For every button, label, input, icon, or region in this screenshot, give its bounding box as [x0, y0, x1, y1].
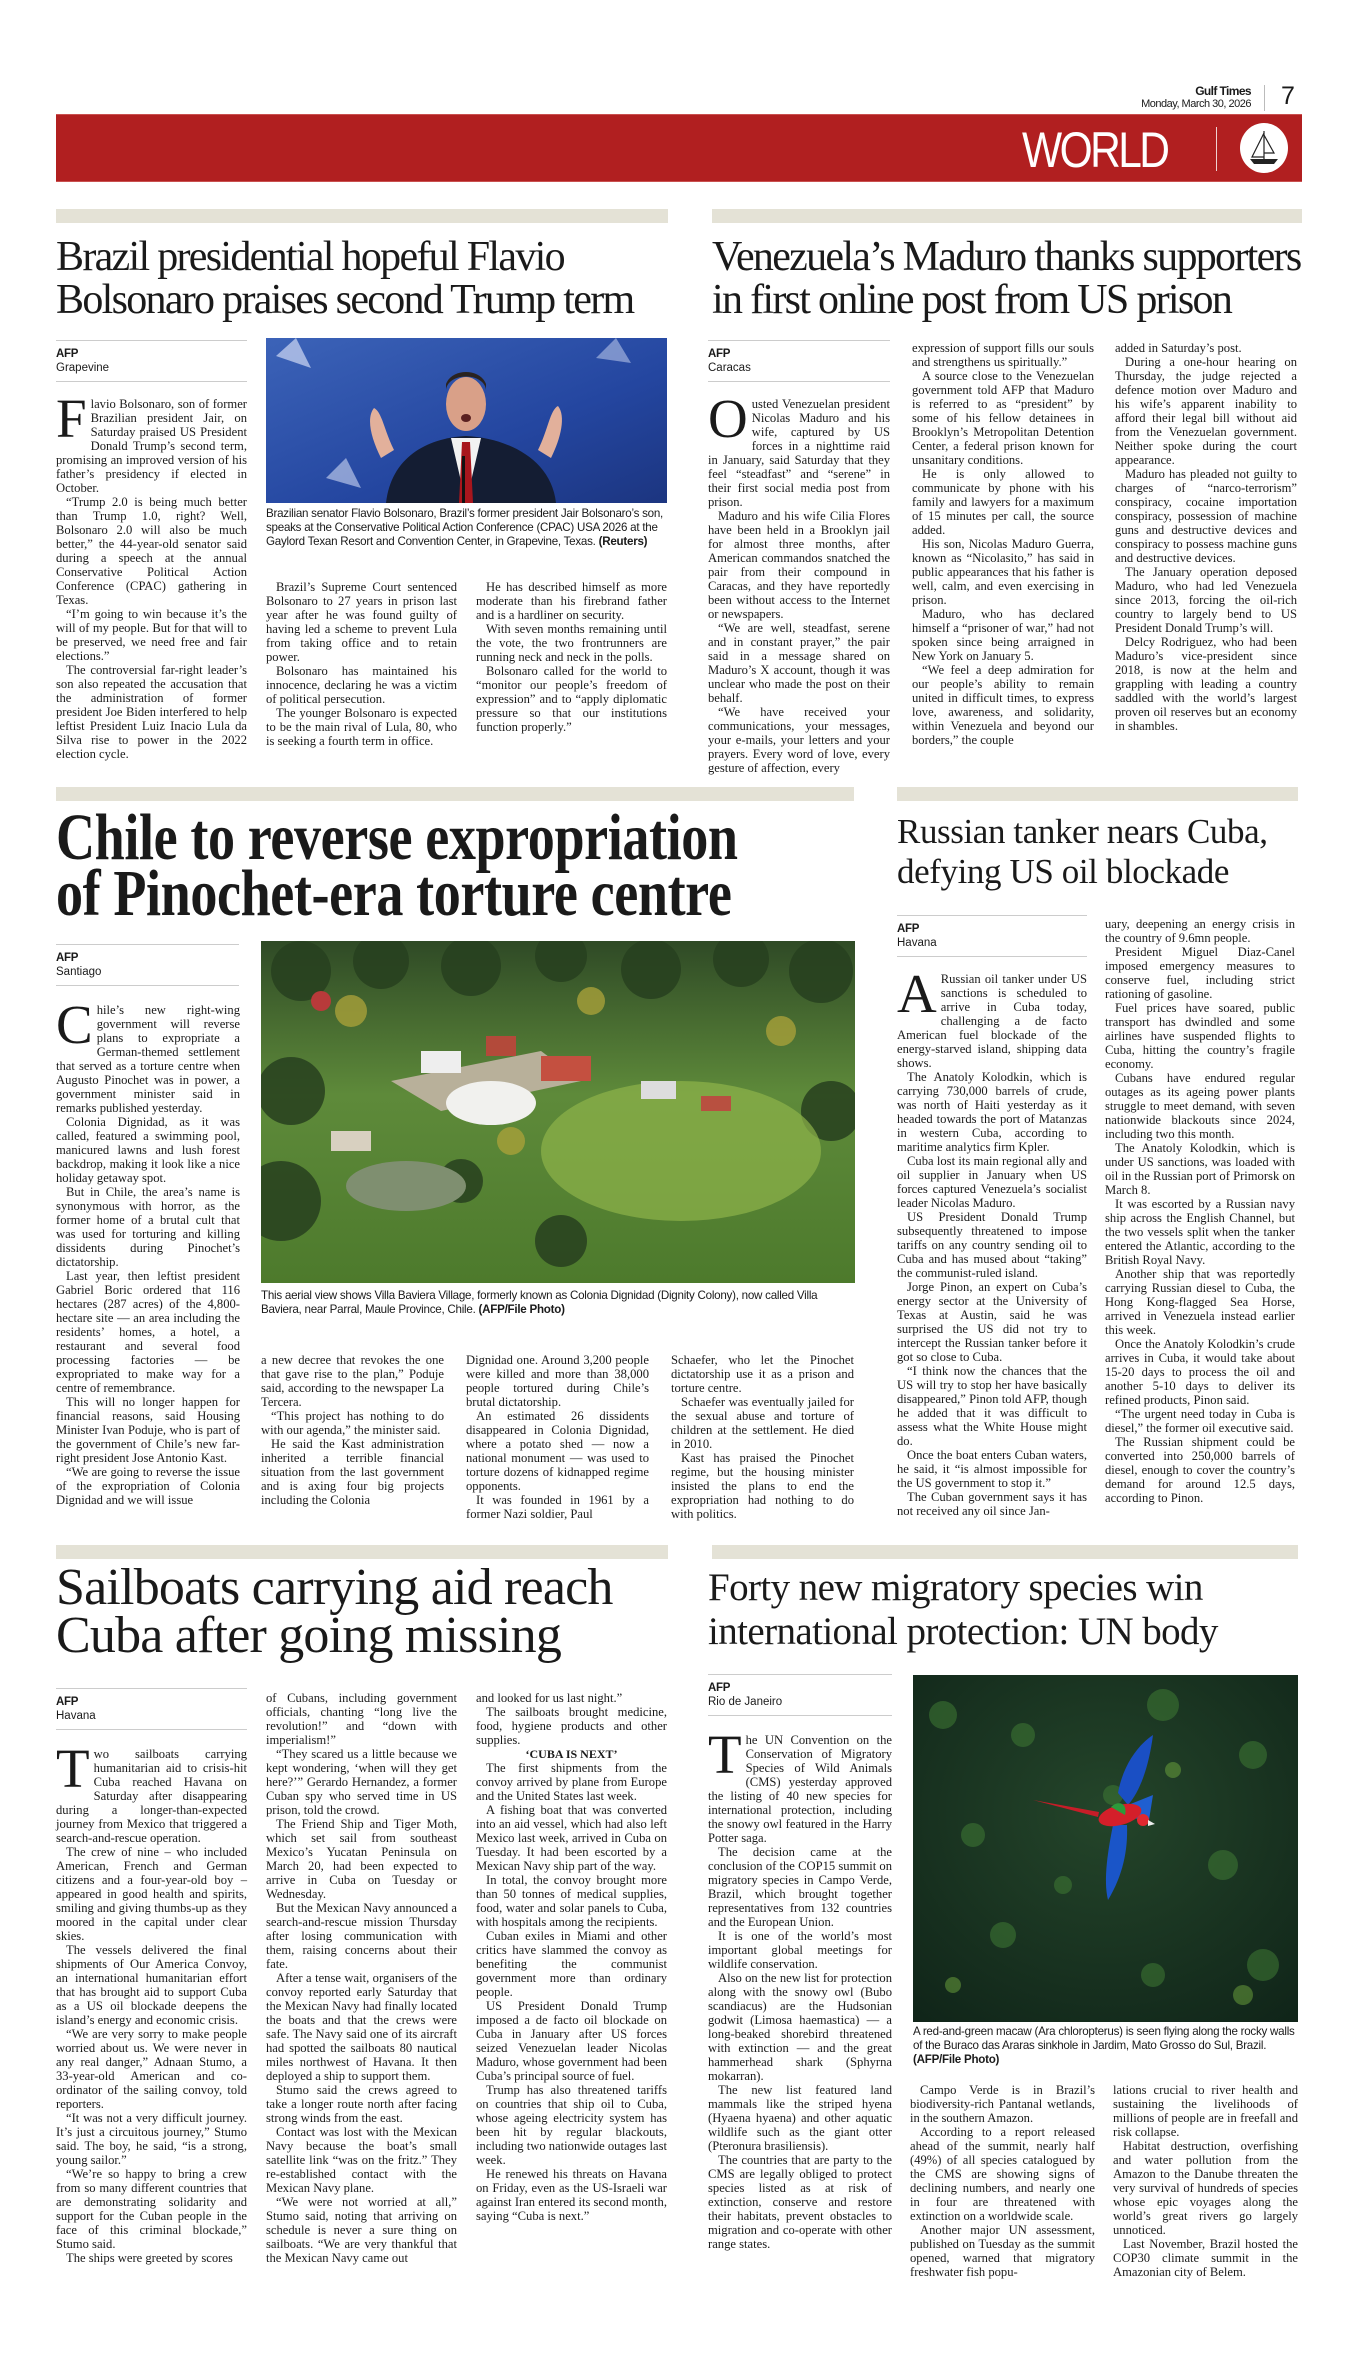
dateline: Santiago [56, 966, 102, 978]
paragraph-text: He said the Kast administration inherited a terrible financial situation from the last government and is axing four big projects including the Colonia [261, 1437, 444, 1507]
paragraph-text: With seven months remaining until the vote, the two frontrunners are running neck and neck in the polls. [476, 622, 667, 664]
paragraph [266, 1901, 457, 1971]
paragraph [897, 1364, 1087, 1448]
paragraph-text: Bolsonaro has maintained his innocence, declaring he was a victim of political persecution. [266, 664, 457, 706]
paragraph [708, 1724, 892, 1845]
agency: AFP [56, 1696, 79, 1708]
drop-cap: T [56, 1738, 90, 1799]
issue-date: Monday, March 30, 2026 [1141, 98, 1251, 110]
dhow-ship-icon [1240, 123, 1288, 173]
paragraph-text: This will no longer happen for financial reasons, said Housing Minister Ivan Poduje, who is part of the government of Chile’s new far-right president Jose Antonio Kast. [56, 1395, 240, 1465]
drop-cap: O [708, 388, 748, 449]
paragraph [56, 495, 247, 607]
paragraph-text: The sailboats brought medicine, food, hygiene products and other supplies. [476, 1705, 667, 1747]
paragraph-text: The decision came at the conclusion of the COP15 summit on migratory species in Campo Verde, Brazil, which brought together representatives from 132 countries and the European Union. [708, 1845, 892, 1929]
paragraph [476, 2167, 667, 2223]
paragraph [266, 2125, 457, 2195]
paragraph-text: Brazil’s Supreme Court sentenced Bolsonaro to 27 years in prison last year after he was found guilty of having led a scheme to prevent Lula from taking office and to retain power. [266, 580, 457, 664]
headline-line: of Pinochet-era torture centre [56, 857, 732, 930]
paragraph-text: It was founded in 1961 by a former Nazi soldier, Paul [466, 1493, 649, 1521]
paragraph [1105, 1407, 1295, 1435]
byline [897, 915, 1087, 957]
paragraph-text: The January operation deposed Maduro, who had led Venezuela since 2013, forcing the oil-rich country to largely bend to US President Donald Trump’s will. [1115, 565, 1297, 635]
paragraph [261, 1437, 444, 1507]
paragraph [912, 663, 1094, 747]
paragraph-text: Bolsonaro called for the world to “monitor our people’s freedom of expression” and to “apply diplomatic pressure so that our institutions function properly.” [476, 664, 667, 734]
paragraph [897, 1070, 1087, 1154]
paragraph [56, 1845, 247, 1943]
dateline: Caracas [708, 362, 751, 374]
paragraph-text: Russian oil tanker under US sanctions is scheduled to arrive in Cuba today, challenging a de facto American fuel blockade of the energy-starved island, shipping data shows. [897, 972, 1087, 1070]
paragraph-text: But in Chile, the area’s name is synonymous with horror, as the former home of a brutal cult that was used for torturing and killing dissidents during Pinochet’s dictatorship. [56, 1185, 240, 1269]
paragraph [708, 509, 890, 621]
paragraph [897, 1154, 1087, 1210]
paragraph-text: lations crucial to river health and sustaining the livelihoods of millions of people are in freefall and risk collapse. [1113, 2083, 1298, 2139]
paragraph-text: Schaefer, who let the Pinochet dictatorship use it as a prison and torture centre. [671, 1353, 854, 1395]
paragraph [708, 388, 890, 509]
paragraph-text: Colonia Dignidad, as it was called, featured a swimming pool, manicured lawns and lush forest backdrop, making it look like a nice holiday getaway spot. [56, 1115, 240, 1185]
paragraph [912, 369, 1094, 467]
paragraph [1105, 1337, 1295, 1407]
paragraph [1105, 1435, 1295, 1505]
paragraph [671, 1395, 854, 1451]
paragraph-text: The Russian shipment could be converted into 250,000 barrels of diesel, enough to cover the country’s demand for around 12.5 days, according to Pinon. [1105, 1435, 1295, 1505]
paragraph [266, 1747, 457, 1817]
photo-flavio-bolsonaro [266, 338, 667, 503]
caption-text: A red-and-green macaw (Ara chloropterus) is seen flying along the rocky walls of the Buraco das Araras sinkhole in Jardim, Mato Grosso do Sul, Brazil. [913, 2025, 1295, 2052]
paragraph-text: But the Mexican Navy announced a search-and-rescue mission Thursday after losing communication with them, raising concerns about their fate. [266, 1901, 457, 1971]
photo-credit: (AFP/File Photo) [478, 1303, 565, 1316]
paragraph [56, 607, 247, 663]
paragraph-text: He renewed his threats on Havana on Friday, even as the US-Israeli war against Iran entered its second month, saying “Cuba is next.” [476, 2167, 667, 2223]
paragraph-text: added in Saturday’s post. [1115, 341, 1242, 355]
paragraph [476, 1873, 667, 1929]
paragraph-text: a new decree that revokes the one that gave rise to the plan,” Poduje said, according to the newspaper La Tercera. [261, 1353, 444, 1409]
article-column [1115, 341, 1297, 733]
section-banner [56, 114, 1302, 182]
article-column [708, 1724, 892, 2251]
paragraph-text: hile’s new right-wing government will reverse plans to expropriate a German-themed settlement that served as a torture centre when Augusto Pinochet was in power, a government minister said in remarks published yesterday. [56, 1003, 240, 1115]
article-column [266, 1691, 457, 2265]
article-column [56, 388, 247, 761]
paragraph-text: Also on the new list for protection along with the snowy owl (Bubo scandiacus) are the Hudsonian godwit (Limosa haemastica) — a long-beaked shorebird threatened with extinction — and the great hammerhead shark (Sphyrna mokarran). [708, 1971, 892, 2083]
photo-macaw [913, 1675, 1298, 2022]
headline-line: Russian tanker nears Cuba, [897, 812, 1268, 851]
paragraph [910, 2125, 1095, 2223]
paragraph [466, 1493, 649, 1521]
paragraph [261, 1409, 444, 1437]
article-column [910, 2083, 1095, 2279]
headline-line: Forty new migratory species win [708, 1566, 1203, 1609]
article-column [476, 580, 667, 734]
paragraph-text: The first shipments from the convoy arrived by plane from Europe and the United States last week. [476, 1761, 667, 1803]
section-rule [56, 1545, 668, 1559]
paragraph-text: ‘CUBA IS NEXT’ [525, 1747, 618, 1761]
paragraph-text: It was escorted by a Russian navy ship across the English Channel, but the two vessels split when the tanker entered the Atlantic, according to the British Royal Navy. [1105, 1197, 1295, 1267]
paragraph-text: Jorge Pinon, an expert on Cuba’s energy sector at the University of Texas at Austin, said he was surprised the US did not try to intercept the Russian tanker before it got so close to Cuba. [897, 1280, 1087, 1364]
section-title: WORLD [1022, 122, 1168, 178]
paragraph [1105, 1267, 1295, 1337]
drop-cap: C [56, 994, 93, 1055]
dateline: Havana [56, 1710, 96, 1722]
paragraph-text: The crew of nine – who included American, French and German citizens and a four-year-old boy – appeared in good health and spirits, smiling and giving thumbs-up as they moored in the capital under clear skies. [56, 1845, 247, 1943]
paragraph-text: Delcy Rodriguez, who had been Maduro’s vice-president since 2018, is now at the helm and grappling with leading a country saddled with the world’s largest proven oil reserves but an economy in shambles. [1115, 635, 1297, 733]
paragraph-text: “We feel a deep admiration for our people’s ability to remain united in difficult times, to express love, awareness, and solidarity, within Venezuela and beyond our borders,” the couple [912, 663, 1094, 747]
paragraph-text: “This project has nothing to do with our agenda,” the minister said. [261, 1409, 444, 1437]
paragraph-text: “I’m going to win because it’s the will of my people. But for that will to be preserved, we need free and fair elections.” [56, 607, 247, 663]
paragraph-text: usted Venezuelan president Nicolas Maduro and his wife, captured by US forces in a nighttime raid in January, said Saturday that they feel “steadfast” and “serene” in their first social media post from prison. [708, 397, 890, 509]
publication-name: Gulf Times [1195, 84, 1251, 98]
caption-text: Brazilian senator Flavio Bolsonaro, Brazil’s former president Jair Bolsonaro’s son, speaks at the Conservative Political Action Conference (CPAC) USA 2026 at the Gaylord Texan Resort and Convention Center, in Grapevine, Texas. [266, 507, 664, 548]
paragraph [266, 1971, 457, 2083]
paragraph-text: The Friend Ship and Tiger Moth, which set sail from southeast Mexico’s Yucatan Peninsula on March 20, had been expected to arrive in Cuba on Tuesday or Wednesday. [266, 1817, 457, 1901]
paragraph [56, 388, 247, 495]
photo-credit: (AFP/File Photo) [913, 2053, 1000, 2066]
paragraph [476, 1761, 667, 1803]
headline [56, 236, 633, 322]
paragraph-text: According to a report released ahead of the summit, nearly half (49%) of all species catalogued by the CMS are showing signs of declining numbers, and nearly one in four are threatened with extinction on a worldwide scale. [910, 2125, 1095, 2223]
section-divider [1216, 127, 1217, 171]
section-rule [712, 209, 1302, 223]
paragraph [1115, 355, 1297, 467]
paragraph-text: lavio Bolsonaro, son of former Brazilian president Jair, on Saturday praised US President Donald Trump’s second term, promising an improved version of his father’s presidency if elected in October. [56, 397, 247, 495]
paragraph-text: During a one-hour hearing on Thursday, the judge rejected a defence motion over Maduro and his wife’s apparent inability to afford their legal bill without aid from the Venezuelan government. Neither spoke during the court appearance. [1115, 355, 1297, 467]
caption-text: This aerial view shows Villa Baviera Village, formerly known as Colonia Dignidad (Dignity Colony), now called Villa Baviera, near Parral, Maule Province, Chile. [261, 1289, 818, 1316]
paragraph [708, 2153, 892, 2251]
paragraph-text: The younger Bolsonaro is expected to be the main rival of Lula, 80, who is seeking a fourth term in office. [266, 706, 457, 748]
paragraph [56, 1738, 247, 1845]
paragraph [1115, 467, 1297, 565]
paragraph-text: In total, the convoy brought more than 50 tonnes of medical supplies, food, water and solar panels to Cuba, with hospitals among the recipients. [476, 1873, 667, 1929]
article-column [56, 1738, 247, 2265]
drop-cap: T [708, 1724, 742, 1785]
paragraph-text: He has described himself as more moderate than his firebrand father and is a hardliner on security. [476, 580, 667, 622]
paragraph-text: of Cubans, including government officials, chanting “long live the revolution!” and “down with imperialism!” [266, 1691, 457, 1747]
paragraph-text: “They scared us a little because we kept wondering, ‘when will they get here?’” Gerardo Hernandez, a former Cuban spy who served time in US prison, told the crowd. [266, 1747, 457, 1817]
paragraph [56, 1943, 247, 2027]
paragraph [476, 622, 667, 664]
paragraph-text: His son, Nicolas Maduro Guerra, known as “Nicolasito,” has said in public appearances that his father is well, calm, and even exercising in prison. [912, 537, 1094, 607]
paragraph [1105, 917, 1295, 945]
paragraph [56, 1395, 240, 1465]
paragraph-text: Fuel prices have soared, public transport has dwindled and some airlines have suspended flights to Cuba, hitting the country’s fragile economy. [1105, 1001, 1295, 1071]
headline [56, 1559, 613, 1664]
paragraph-text: Cuba lost its main regional ally and oil supplier in January when US forces captured Venezuela’s socialist leader Nicolas Maduro. [897, 1154, 1087, 1210]
byline [56, 340, 247, 382]
paragraph [671, 1451, 854, 1521]
subheading [476, 1747, 667, 1761]
paragraph [476, 1999, 667, 2083]
paragraph-text: “I think now the chances that the US will try to stop her have basically disappeared,” Pinon told AFP, though he added that it was difficult to assess what the White House might do. [897, 1364, 1087, 1448]
paragraph-text: A source close to the Venezuelan government told AFP that Maduro is referred to as “president” by some of his fellow detainees in Brooklyn’s Metropolitan Detention Center, a federal prison known for unsanitary conditions. [912, 369, 1094, 467]
agency: AFP [56, 348, 79, 360]
paragraph [1115, 565, 1297, 635]
agency: AFP [56, 952, 79, 964]
paragraph [266, 2195, 457, 2265]
paragraph-text: Cubans have endured regular outages as its ageing power plants struggle to meet demand, with seven nationwide blackouts since 2024, including two this month. [1105, 1071, 1295, 1141]
paragraph [1105, 1141, 1295, 1197]
paragraph [56, 2251, 247, 2265]
headline-line: Brazil presidential hopeful Flavio [56, 234, 564, 280]
page-number: 7 [1281, 82, 1294, 110]
paragraph [56, 1185, 240, 1269]
paragraph [1113, 2083, 1298, 2139]
photo-caption [261, 1289, 855, 1317]
paragraph [56, 1115, 240, 1185]
paragraph-text: US President Donald Trump subsequently threatened to impose tariffs on any country sending oil to Cuba and has mused about “taking” the communist-ruled island. [897, 1210, 1087, 1280]
paragraph-text: US President Donald Trump imposed a de facto oil blockade on Cuba in January after US forces seized Venezuelan leader Nicolas Maduro, whose government had been Cuba’s principal source of fuel. [476, 1999, 667, 2083]
dateline: Rio de Janeiro [708, 1696, 783, 1708]
paragraph-text: “We’re so happy to bring a crew from so many different countries that are demonstrating solidarity and support for the Cuban people in the face of this criminal blockade,” Stumo said. [56, 2167, 247, 2251]
paragraph [1115, 341, 1297, 355]
headline [56, 801, 738, 930]
byline [708, 1674, 892, 1716]
paragraph-text: Dignidad one. Around 3,200 people were killed and more than 38,000 people tortured during Chile’s brutal dictatorship. [466, 1353, 649, 1409]
paragraph [910, 2223, 1095, 2279]
paragraph [912, 467, 1094, 537]
paragraph [476, 1803, 667, 1873]
paragraph [912, 607, 1094, 663]
paragraph-text: Once the boat enters Cuban waters, he said, it “is almost impossible for the US government to stop it.” [897, 1448, 1087, 1490]
paragraph [1115, 635, 1297, 733]
photo-caption [266, 507, 667, 549]
byline [56, 944, 239, 986]
paragraph-text: uary, deepening an energy crisis in the country of 9.6mn people. [1105, 917, 1295, 945]
drop-cap: F [56, 388, 87, 449]
headline-line: Sailboats carrying aid reach [56, 1559, 613, 1616]
paragraph [897, 963, 1087, 1070]
paragraph-text: The new list featured land mammals like the striped hyena (Hyaena hyaena) and other aquatic wildlife such as the giant otter (Pteronura brasiliensis). [708, 2083, 892, 2153]
paragraph [1113, 2237, 1298, 2279]
dateline: Havana [897, 937, 937, 949]
agency: AFP [897, 923, 920, 935]
article-column [56, 994, 240, 1507]
paragraph-text: “We have received your communications, your messages, your e-mails, your letters and your prayers. Every word of love, every gesture of affection, every [708, 705, 890, 775]
article-column [266, 580, 457, 748]
paragraph-text: expression of support fills our souls and strengthens us spiritually.” [912, 341, 1094, 369]
section-rule [712, 1545, 1298, 1559]
paragraph-text: Once the Anatoly Kolodkin’s crude arrives in Cuba, it would take about 15-20 days to process the oil and another 5-10 days to deliver its refined products, Pinon said. [1105, 1337, 1295, 1407]
paragraph [708, 2083, 892, 2153]
headline-line: defying US oil blockade [897, 852, 1229, 891]
paragraph [466, 1409, 649, 1493]
headline-line: Cuba after going missing [56, 1607, 562, 1664]
byline [56, 1688, 247, 1730]
paragraph-text: “It was not a very difficult journey. It’s just a circuitous journey,” Stumo said. The boy, he said, “is a strong, young sailor.” [56, 2111, 247, 2167]
paragraph-text: “We were not worried at all,” Stumo said, noting that arriving on schedule is never a sure thing on sailboats. “We are very thankful that the Mexican Navy came out [266, 2195, 457, 2265]
paragraph-text: An estimated 26 dissidents disappeared in Colonia Dignidad, where a potato shed — now a national monument — was used to torture dozens of kidnapped regime opponents. [466, 1409, 649, 1493]
paragraph-text: Another major UN assessment, published on Tuesday as the summit opened, warned that migratory freshwater fish popu- [910, 2223, 1095, 2279]
paragraph [466, 1353, 649, 1409]
paragraph-text: Last November, Brazil hosted the COP30 climate summit in the Amazonian city of Belem. [1113, 2237, 1298, 2279]
paragraph-text: Schaefer was eventually jailed for the sexual abuse and torture of children at the settlement. He died in 2010. [671, 1395, 854, 1451]
paragraph-text: The controversial far-right leader’s son also repeated the accusation that the administration of former president Joe Biden interfered to help leftist President Luiz Inacio Lula da Silva rise to power in the 2022 election cycle. [56, 663, 247, 761]
byline [708, 340, 890, 382]
paragraph [1105, 1001, 1295, 1071]
paragraph-text: Maduro has pleaded not guilty to charges of “narco-terrorism” conspiracy, cocaine importation conspiracy, possession of machine guns and destructive devices and conspiracy to possess machine guns and destructive devices. [1115, 467, 1297, 565]
paragraph [912, 537, 1094, 607]
article-column [897, 963, 1087, 1518]
paragraph [1105, 945, 1295, 1001]
paragraph-text: Trump has also threatened tariffs on countries that ship oil to Cuba, whose ageing electricity system has been hit by regular blackouts, including two nationwide outages last week. [476, 2083, 667, 2167]
paragraph [476, 2083, 667, 2167]
paragraph [56, 994, 240, 1115]
paragraph-text: “We are very sorry to make people worried about us. We were never in any real danger,” Adnaan Stumo, a 33-year-old American and co-ordinator of the sailing convoy, told reporters. [56, 2027, 247, 2111]
paragraph-text: Kast has praised the Pinochet regime, but the housing minister insisted the plans to end the expropriation had nothing to do with politics. [671, 1451, 854, 1521]
paragraph [897, 1210, 1087, 1280]
paragraph [266, 1817, 457, 1901]
paragraph-text: “Trump 2.0 is being much better than Trump 1.0, right? Well, Bolsonaro 2.0 will also be much better,” the 44-year-old senator said during a speech at the annual Conservative Political Action Conference (CPAC) gathering in Texas. [56, 495, 247, 607]
article-column [671, 1353, 854, 1521]
paragraph-text: and looked for us last night.” [476, 1691, 623, 1705]
paragraph [266, 706, 457, 748]
paragraph [56, 2027, 247, 2111]
article-column [708, 388, 890, 775]
paragraph-text: wo sailboats carrying humanitarian aid to crisis-hit Cuba reached Havana on Saturday after disappearing during a longer-than-expected journey from Mexico that triggered a search-and-rescue operation. [56, 1747, 247, 1845]
headline-line: Chile to reverse expropriation [56, 801, 738, 874]
agency: AFP [708, 348, 731, 360]
paragraph [476, 1929, 667, 1999]
paragraph [476, 580, 667, 622]
paragraph [266, 2083, 457, 2125]
drop-cap: A [897, 963, 937, 1024]
paragraph [56, 1269, 240, 1395]
paragraph [56, 2167, 247, 2251]
photo-caption [913, 2025, 1298, 2067]
paragraph-text: “We are well, steadfast, serene and in constant prayer,” the pair said in a message shared on Maduro’s X account, though it was unclear who made the post on their behalf. [708, 621, 890, 705]
headline-line: Venezuela’s Maduro thanks supporters [712, 234, 1301, 280]
article-column [261, 1353, 444, 1507]
headline-line: in first online post from US prison [712, 277, 1232, 323]
paragraph-text: It is one of the world’s most important global meetings for wildlife conservation. [708, 1929, 892, 1971]
paragraph-text: Maduro, who has declared himself a “prisoner of war,” had not spoken since being arraigned in New York on January 5. [912, 607, 1094, 663]
article-column [912, 341, 1094, 747]
paragraph [671, 1353, 854, 1395]
headline-line: Bolsonaro praises second Trump term [56, 277, 634, 323]
paragraph [266, 580, 457, 664]
paragraph [897, 1448, 1087, 1490]
paragraph [1105, 1071, 1295, 1141]
paragraph-text: A fishing boat that was converted into an aid vessel, which had also left Mexico last week, arrived in Cuba on Tuesday. It had been escorted by a Mexican Navy ship part of the way. [476, 1803, 667, 1873]
paragraph [708, 621, 890, 705]
paragraph-text: Maduro and his wife Cilia Flores have been held in a Brooklyn jail for almost three months, after American commandos snatched the pair from their compound in Caracas, and they have reportedly been without access to the Internet or newspapers. [708, 509, 890, 621]
paragraph-text: The vessels delivered the final shipments of Our America Convoy, an international humanitarian effort that has brought aid to support Cuba as a US oil blockade deepens the island’s energy and economic crisis. [56, 1943, 247, 2027]
paragraph-text: Stumo said the crews agreed to take a longer route north after facing strong winds from the east. [266, 2083, 457, 2125]
paragraph [56, 663, 247, 761]
paragraph-text: President Miguel Diaz-Canel imposed emergency measures to conserve fuel, including strict rationing of gasoline. [1105, 945, 1295, 1001]
paragraph-text: After a tense wait, organisers of the convoy reported early Saturday that the Mexican Navy had finally located the boats and that the crews were safe. The Navy said one of its aircraft had spotted the sailboats 80 nautical miles northwest of Havana. It then deployed a ship to support them. [266, 1971, 457, 2083]
paragraph [56, 2111, 247, 2167]
paragraph-text: “The urgent need today in Cuba is diesel,” the former oil executive said. [1105, 1407, 1295, 1435]
paragraph-text: The countries that are party to the CMS are legally obliged to protect species listed as at risk of extinction, conserve and restore their habitats, prevent obstacles to migration and co-operate with other range states. [708, 2153, 892, 2251]
paragraph [476, 664, 667, 734]
headline [897, 812, 1268, 892]
paragraph-text: “We are going to reverse the issue of the expropriation of Colonia Dignidad and we will issue [56, 1465, 240, 1507]
masthead-divider [1264, 85, 1265, 111]
paragraph [708, 1845, 892, 1929]
section-rule [897, 787, 1298, 801]
paragraph-text: The ships were greeted by scores [66, 2251, 233, 2265]
photo-colonia-dignidad-aerial [261, 941, 855, 1283]
paragraph-text: He is only allowed to communicate by phone with his family and lawyers for a maximum of 15 minutes per call, the source added. [912, 467, 1094, 537]
paragraph-text: The Anatoly Kolodkin, which is under US sanctions, was loaded with oil in the Russian port of Primorsk on March 8. [1105, 1141, 1295, 1197]
paragraph [1113, 2139, 1298, 2237]
paragraph-text: The Cuban government says it has not received any oil since Jan- [897, 1490, 1087, 1518]
article-column [476, 1691, 667, 2223]
paragraph-text: Habitat destruction, overfishing and water pollution from the Amazon to the Danube threaten the very survival of hundreds of species whose epic voyages along the world’s great rivers go largely unnoticed. [1113, 2139, 1298, 2237]
headline [708, 1566, 1218, 1654]
article-column [1105, 917, 1295, 1505]
paragraph [261, 1353, 444, 1409]
paragraph [266, 664, 457, 706]
paragraph [910, 2083, 1095, 2125]
paragraph-text: Last year, then leftist president Gabriel Boric ordered that 116 hectares (287 acres) of the 4,800-hectare site — an area including the residents’ homes, a hotel, a restaurant and several food processing factories — be expropriated to make way for a centre of remembrance. [56, 1269, 240, 1395]
article-column [1113, 2083, 1298, 2279]
paragraph-text: Another ship that was reportedly carrying Russian diesel to Cuba, the Hong Kong-flagged Sea Horse, arrived in Venezuela instead earlier this week. [1105, 1267, 1295, 1337]
paragraph [708, 705, 890, 775]
headline [712, 236, 1300, 322]
paragraph [476, 1691, 667, 1705]
paragraph [1105, 1197, 1295, 1267]
headline-line: international protection: UN body [708, 1610, 1218, 1653]
dateline: Grapevine [56, 362, 110, 374]
paragraph [708, 1929, 892, 1971]
paragraph [897, 1280, 1087, 1364]
paragraph-text: he UN Convention on the Conservation of Migratory Species of Wild Animals (CMS) yesterday approved the listing of 40 new species for international protection, including the snowy owl featured in the Harry Potter saga. [708, 1733, 892, 1845]
agency: AFP [708, 1682, 731, 1694]
article-column [466, 1353, 649, 1521]
paragraph-text: The Anatoly Kolodkin, which is carrying 730,000 barrels of crude, was north of Haiti yesterday as it headed towards the port of Matanzas in western Cuba, according to maritime analytics firm Kpler. [897, 1070, 1087, 1154]
paragraph [897, 1490, 1087, 1518]
photo-credit: (Reuters) [598, 535, 648, 548]
paragraph [266, 1691, 457, 1747]
paragraph [912, 341, 1094, 369]
paragraph-text: Contact was lost with the Mexican Navy because the boat’s small satellite link “was on the fritz.” They re-established contact with the Mexican Navy plane. [266, 2125, 457, 2195]
paragraph-text: Cuban exiles in Miami and other critics have slammed the convoy as benefiting the communist government more than ordinary people. [476, 1929, 667, 1999]
paragraph [56, 1465, 240, 1507]
section-rule [56, 209, 668, 223]
paragraph [476, 1705, 667, 1747]
paragraph [708, 1971, 892, 2083]
paragraph-text: Campo Verde is in Brazil’s biodiversity-rich Pantanal wetlands, in the southern Amazon. [910, 2083, 1095, 2125]
section-rule [56, 787, 854, 801]
